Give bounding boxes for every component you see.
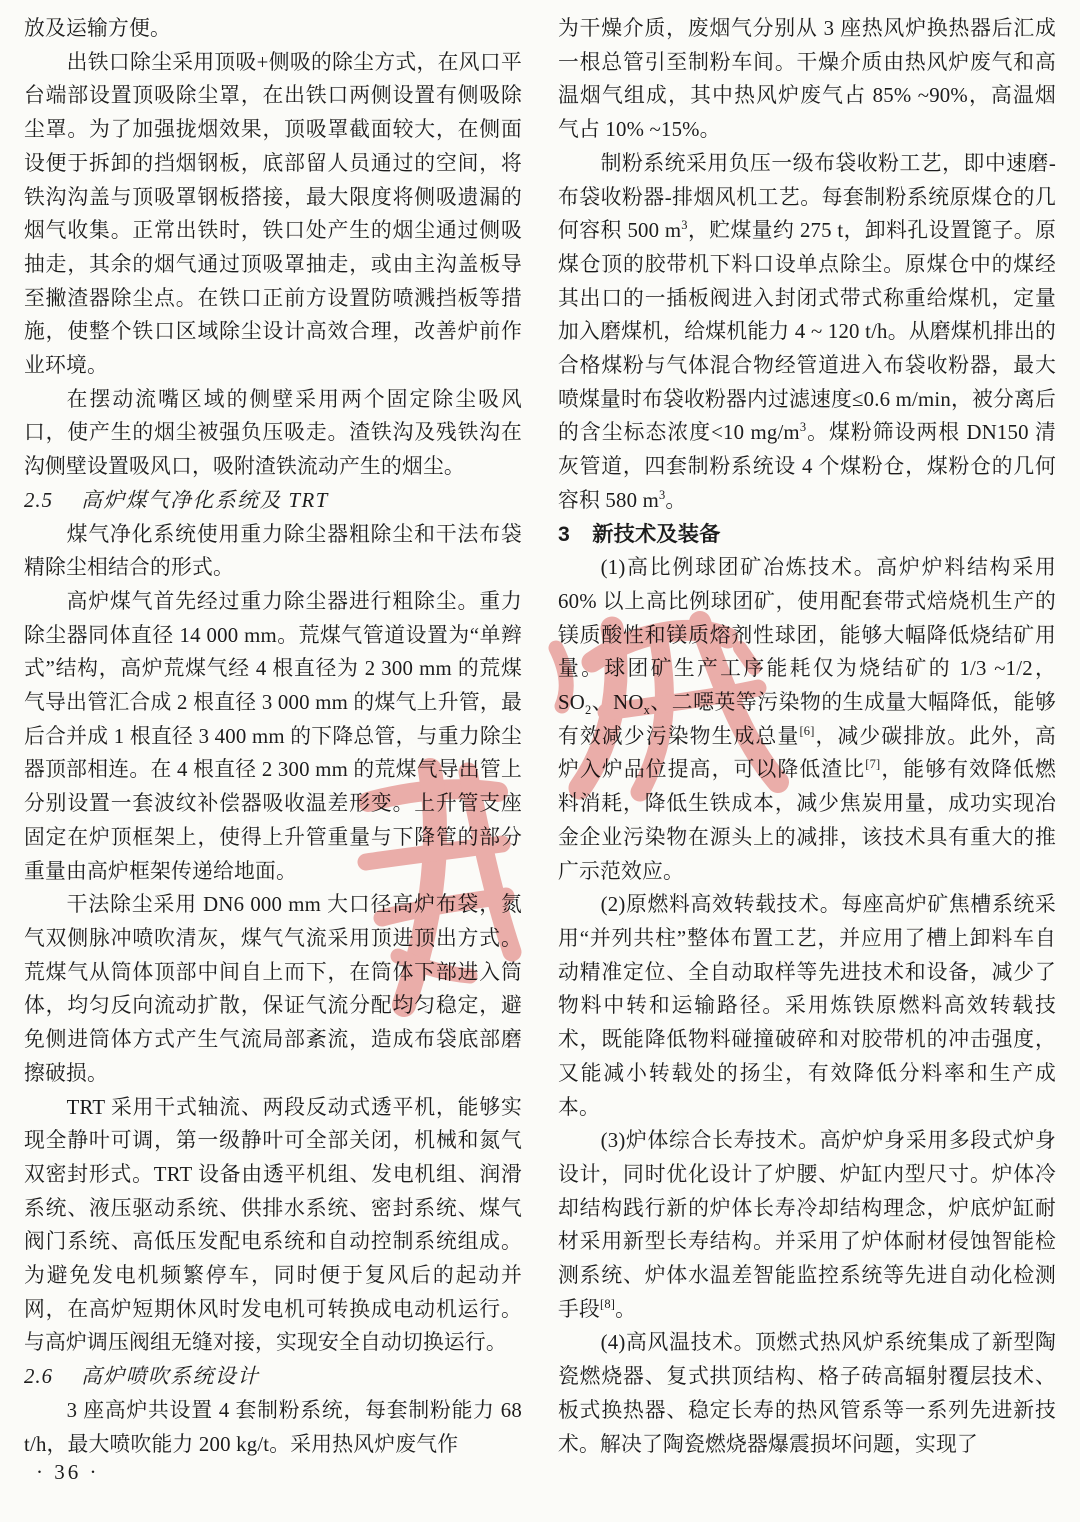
section-number: 2.5 — [24, 488, 53, 512]
section-number: 3 — [558, 522, 570, 546]
section-title: 新技术及装备 — [592, 522, 721, 546]
paragraph: 放及运输方便。 — [24, 17, 171, 40]
paragraph: 制粉系统采用负压一级布袋收粉工艺，即中速磨-布袋收粉器-排烟风机工艺。每套制粉系统原煤仓的几何容积 500 $m^3$，贮煤量约 275 t，卸料孔设置篦子。原煤仓顶的胶带机下料口设单点除尘。原煤仓中的煤经其出口的一插板阀进入封闭式带式称重给煤机，定量加入磨煤机，给煤机能力 4 ~ 120 t/h。从磨煤机排出的合格煤粉与气体混合物经管道进入布袋收粉器，最大喷煤量时布袋收粉器内过滤速度≤0.6 m/min，被分离后的含尘标态浓度<10 $mg/m^3$。煤粉筛设两根 DN150 清灰管道，四套制粉系统设 4 个煤粉仓，煤粉仓的几何容积 580 $m^3$。 — [558, 151, 1056, 512]
subsection-heading — [24, 484, 522, 518]
page-number: · 36 · — [36, 1460, 100, 1484]
section-heading — [558, 518, 1056, 552]
paragraph: 3 座高炉共设置 4 套制粉系统，每套制粉能力 68 t/h，最大喷吹能力 200 kg/t。采用热风炉废气作 — [24, 1398, 522, 1456]
paragraph: 干法除尘采用 DN6 000 mm 大口径高炉布袋，氮气双侧脉冲喷吹清灰，煤气气流采用顶进顶出方式。荒煤气从筒体顶部中间自上而下，在筒体下部进入筒体，均匀反向流动扩散，保证气流分配均匀稳定，避免侧进筒体方式产生气流局部紊流，造成布袋底部磨擦破损。 — [24, 893, 522, 1085]
paragraph: TRT 采用干式轴流、两段反动式透平机，能够实现全静叶可调，第一级静叶可全部关闭，机械和氮气双密封形式。TRT 设备由透平机组、发电机组、润滑系统、液压驱动系统、供排水系统、密封系统、煤气阀门系统、高低压发配电系统和自动控制系统组成。为避免发电机频繁停车，同时便于复风后的起动并网，在高炉短期休风时发电机可转换成电动机运行。与高炉调压阀组无缝对接，实现安全自动切换运行。 — [24, 1095, 522, 1355]
paragraph: (3)炉体综合长寿技术。高炉炉身采用多段式炉身设计，同时优化设计了炉腰、炉缸内型尺寸。炉体冷却结构践行新的炉体长寿冷却结构理念，炉底炉缸耐材采用新型长寿结构。并采用了炉体耐材侵蚀智能检测系统、炉体水温差智能监控系统等先进自动化检测手段[8]。 — [558, 1129, 1056, 1321]
paragraph: 在摆动流嘴区域的侧壁采用两个固定除尘吸风口，使产生的烟尘被强负压吸走。渣铁沟及残铁沟在沟侧壁设置吸风口，吸附渣铁流动产生的烟尘。 — [24, 387, 522, 479]
paragraph: (4)高风温技术。顶燃式热风炉系统集成了新型陶瓷燃烧器、复式拱顶结构、格子砖高辐射覆层技术、板式换热器、稳定长寿的热风管系等一系列先进新技术。解决了陶瓷燃烧器爆震损坏问题，实现了 — [558, 1331, 1056, 1456]
section-title: 高炉喷吹系统设计 — [81, 1365, 260, 1389]
paragraph: 出铁口除尘采用顶吸+侧吸的除尘方式，在风口平台端部设置顶吸除尘罩，在出铁口两侧设置有侧吸除尘罩。为了加强拢烟效果，顶吸罩截面较大，在侧面设便于拆卸的挡烟钢板，底部留人员通过的空间，将铁沟沟盖与顶吸罩钢板搭接，最大限度将侧吸遗漏的烟气收集。正常出铁时，铁口处产生的烟尘通过侧吸抽走，其余的烟气通过顶吸罩抽走，或由主沟盖板导至撇渣器除尘点。在铁口正前方设置防喷溅挡板等措施，使整个铁口区域除尘设计高效合理，改善炉前作业环境。 — [24, 50, 522, 378]
text-column-left — [24, 12, 522, 1461]
paragraph: (2)原燃料高效转载技术。每座高炉矿焦槽系统采用“并列共柱”整体布置工艺，并应用了槽上卸料车自动精准定位、全自动取样等先进技术和设备，减少了物料中转和运输路径。采用炼铁原燃料高效转载技术，既能降低物料碰撞破碎和对胶带机的冲击强度，又能减小转载处的扬尘，有效降低分料率和生产成本。 — [558, 893, 1056, 1119]
paragraph: 煤气净化系统使用重力除尘器粗除尘和干法布袋精除尘相结合的形式。 — [24, 522, 522, 580]
paragraph: 为干燥介质，废烟气分别从 3 座热风炉换热器后汇成一根总管引至制粉车间。干燥介质由热风炉废气和高温烟气组成，其中热风炉废气占 85% ~90%，高温烟气占 10% ~15%。 — [558, 17, 1056, 142]
text-column-right — [558, 12, 1056, 1461]
paragraph: 高炉煤气首先经过重力除尘器进行粗除尘。重力除尘器同体直径 14 000 mm。荒煤气管道设置为“单辫式”结构，高炉荒煤气经 4 根直径为 2 300 mm 的荒煤气导出管汇合成 2 根直径 3 000 mm 的煤气上升管，最后合并成 1 根直径 3 400 mm 的下降总管，与重力除尘器顶部相连。在 4 根直径 2 300 mm 的荒煤气导出管上分别设置一套波纹补偿器吸收温差形变。上升管支座固定在炉顶框架上，使得上升管重量与下降管的部分重量由高炉框架传递给地面。 — [24, 589, 522, 883]
section-title: 高炉煤气净化系统及 TRT — [81, 488, 329, 512]
subsection-heading — [24, 1360, 522, 1394]
section-number: 2.6 — [24, 1365, 53, 1389]
paragraph: (1)高比例球团矿冶炼技术。高炉炉料结构采用 60% 以上高比例球团矿，使用配套带式焙烧机生产的镁质酸性和镁质熔剂性球团，能够大幅降低烧结矿用量。球团矿生产工序能耗仅为烧结矿的 1/3 ~1/2，$SO_2$、$NO_x$、二噁英等污染物的生成量大幅降低，能够有效减少污染物生成总量[6]，减少碳排放。此外，高炉入炉品位提高，可以降低渣比[7]，能够有效降低燃料消耗，降低生铁成本，减少焦炭用量，成功实现冶金企业污染物在源头上的减排，该技术具有重大的推广示范效应。 — [558, 556, 1057, 883]
